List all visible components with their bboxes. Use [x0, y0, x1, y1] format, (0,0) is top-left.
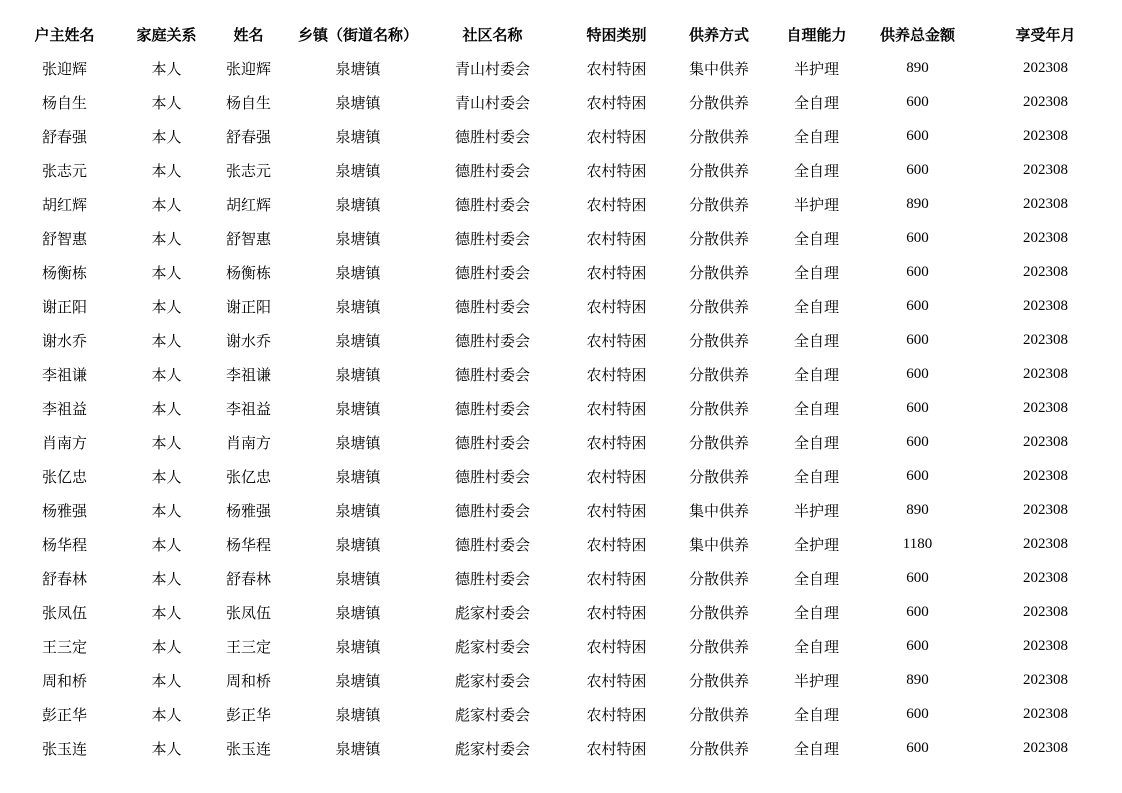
- table-cell: 泉塘镇: [335, 637, 381, 656]
- table-cell: 202308: [1023, 501, 1068, 518]
- table-cell: 分散供养: [688, 331, 749, 350]
- table-cell: 分散供养: [688, 365, 749, 384]
- table-cell: 600: [906, 637, 929, 654]
- table-cell: 600: [906, 399, 929, 416]
- table-cell: 分散供养: [688, 399, 749, 418]
- table-row: [0, 51, 1122, 85]
- table-cell: 德胜村委会: [454, 569, 530, 588]
- table-cell: 农村特困: [586, 331, 647, 350]
- table-cell: 泉塘镇: [335, 433, 381, 452]
- table-cell: 农村特困: [586, 671, 647, 690]
- table-cell: 202308: [1023, 467, 1068, 484]
- table-cell: 德胜村委会: [454, 263, 530, 282]
- table-cell: 202308: [1023, 229, 1068, 246]
- table-cell: 张凤伍: [225, 603, 271, 622]
- column-header: 自理能力: [786, 25, 847, 44]
- table-cell: 舒智惠: [41, 229, 87, 248]
- table-cell: 泉塘镇: [335, 161, 381, 180]
- table-cell: 本人: [151, 433, 182, 452]
- table-cell: 全自理: [793, 365, 839, 384]
- table-row: [0, 119, 1122, 153]
- table-cell: 全自理: [793, 263, 839, 282]
- table-row: [0, 629, 1122, 663]
- table-cell: 600: [906, 127, 929, 144]
- table-cell: 分散供养: [688, 297, 749, 316]
- table-cell: 本人: [151, 263, 182, 282]
- table-cell: 本人: [151, 229, 182, 248]
- table-row: [0, 289, 1122, 323]
- table-cell: 泉塘镇: [335, 705, 381, 724]
- table-cell: 农村特困: [586, 229, 647, 248]
- table-cell: 890: [906, 501, 929, 518]
- table-cell: 周和桥: [41, 671, 87, 690]
- table-cell: 202308: [1023, 739, 1068, 756]
- table-cell: 分散供养: [688, 127, 749, 146]
- table-cell: 202308: [1023, 671, 1068, 688]
- table-cell: 分散供养: [688, 637, 749, 656]
- table-cell: 农村特困: [586, 59, 647, 78]
- table-row: [0, 663, 1122, 697]
- table-cell: 谢正阳: [41, 297, 87, 316]
- table-cell: 德胜村委会: [454, 535, 530, 554]
- table-cell: 202308: [1023, 263, 1068, 280]
- table-cell: 600: [906, 433, 929, 450]
- table-cell: 青山村委会: [454, 59, 530, 78]
- table-cell: 德胜村委会: [454, 467, 530, 486]
- table-cell: 分散供养: [688, 569, 749, 588]
- table-cell: 杨雅强: [41, 501, 87, 520]
- table-cell: 全自理: [793, 399, 839, 418]
- table-cell: 本人: [151, 705, 182, 724]
- table-cell: 分散供养: [688, 603, 749, 622]
- table-cell: 舒春林: [41, 569, 87, 588]
- table-row: [0, 221, 1122, 255]
- table-cell: 农村特困: [586, 433, 647, 452]
- table-cell: 全自理: [793, 93, 839, 112]
- table-cell: 周和桥: [225, 671, 271, 690]
- table-cell: 600: [906, 365, 929, 382]
- table-cell: 张玉连: [41, 739, 87, 758]
- table-cell: 农村特困: [586, 569, 647, 588]
- table-cell: 王三定: [225, 637, 271, 656]
- table-cell: 全自理: [793, 161, 839, 180]
- table-cell: 杨自生: [41, 93, 87, 112]
- table-cell: 胡红辉: [41, 195, 87, 214]
- table-cell: 德胜村委会: [454, 365, 530, 384]
- table-cell: 农村特困: [586, 705, 647, 724]
- column-header: 享受年月: [1015, 25, 1076, 44]
- table-cell: 农村特困: [586, 501, 647, 520]
- column-header: 社区名称: [462, 25, 523, 44]
- table-cell: 600: [906, 739, 929, 756]
- table-cell: 分散供养: [688, 705, 749, 724]
- table-cell: 泉塘镇: [335, 671, 381, 690]
- table-cell: 泉塘镇: [335, 569, 381, 588]
- table-cell: 杨华程: [225, 535, 271, 554]
- table-cell: 泉塘镇: [335, 467, 381, 486]
- table-cell: 全护理: [793, 535, 839, 554]
- table-cell: 本人: [151, 161, 182, 180]
- table-cell: 202308: [1023, 705, 1068, 722]
- table-cell: 分散供养: [688, 433, 749, 452]
- header-row: [0, 17, 1122, 51]
- table-cell: 202308: [1023, 93, 1068, 110]
- table-cell: 彪家村委会: [454, 705, 530, 724]
- table-cell: 肖南方: [225, 433, 271, 452]
- table-cell: 德胜村委会: [454, 297, 530, 316]
- column-header: 特困类别: [586, 25, 647, 44]
- table-cell: 分散供养: [688, 93, 749, 112]
- table-body: [0, 51, 1122, 765]
- table-cell: 全自理: [793, 569, 839, 588]
- table-cell: 分散供养: [688, 467, 749, 486]
- table-cell: 本人: [151, 535, 182, 554]
- table-cell: 泉塘镇: [335, 297, 381, 316]
- table-cell: 202308: [1023, 195, 1068, 212]
- table-cell: 集中供养: [688, 535, 749, 554]
- table-cell: 202308: [1023, 297, 1068, 314]
- table-cell: 202308: [1023, 365, 1068, 382]
- table-cell: 李祖益: [41, 399, 87, 418]
- table-cell: 泉塘镇: [335, 739, 381, 758]
- table-cell: 600: [906, 467, 929, 484]
- table-cell: 泉塘镇: [335, 229, 381, 248]
- table-header: [0, 17, 1122, 51]
- table-cell: 农村特困: [586, 263, 647, 282]
- table-cell: 全自理: [793, 603, 839, 622]
- table-cell: 德胜村委会: [454, 195, 530, 214]
- table-cell: 张志元: [41, 161, 87, 180]
- table-cell: 全自理: [793, 433, 839, 452]
- table-cell: 泉塘镇: [335, 399, 381, 418]
- table-cell: 谢正阳: [225, 297, 271, 316]
- table-cell: 张玉连: [225, 739, 271, 758]
- table-cell: 202308: [1023, 331, 1068, 348]
- table-cell: 890: [906, 195, 929, 212]
- table-cell: 半护理: [793, 195, 839, 214]
- table-cell: 谢水乔: [41, 331, 87, 350]
- table-cell: 全自理: [793, 467, 839, 486]
- table-cell: 本人: [151, 501, 182, 520]
- table-cell: 彭正华: [41, 705, 87, 724]
- table-cell: 泉塘镇: [335, 603, 381, 622]
- table-cell: 德胜村委会: [454, 229, 530, 248]
- table-row: [0, 697, 1122, 731]
- table-cell: 600: [906, 263, 929, 280]
- table-row: [0, 187, 1122, 221]
- table-cell: 泉塘镇: [335, 331, 381, 350]
- table-cell: 半护理: [793, 59, 839, 78]
- table-cell: 890: [906, 59, 929, 76]
- table-cell: 泉塘镇: [335, 263, 381, 282]
- table-cell: 分散供养: [688, 161, 749, 180]
- table-cell: 彪家村委会: [454, 739, 530, 758]
- table-cell: 舒春强: [41, 127, 87, 146]
- table-row: [0, 85, 1122, 119]
- table-cell: 600: [906, 161, 929, 178]
- table-cell: 202308: [1023, 59, 1068, 76]
- table-cell: 张凤伍: [41, 603, 87, 622]
- table-cell: 分散供养: [688, 263, 749, 282]
- table-cell: 德胜村委会: [454, 127, 530, 146]
- table-cell: 彪家村委会: [454, 603, 530, 622]
- table-cell: 全自理: [793, 297, 839, 316]
- table-cell: 彪家村委会: [454, 637, 530, 656]
- table-cell: 农村特困: [586, 195, 647, 214]
- table-cell: 王三定: [41, 637, 87, 656]
- table-cell: 农村特困: [586, 467, 647, 486]
- table-cell: 农村特困: [586, 161, 647, 180]
- column-header: 乡镇（街道名称）: [297, 25, 418, 44]
- table-cell: 1180: [902, 535, 933, 552]
- table-cell: 本人: [151, 365, 182, 384]
- table-cell: 600: [906, 331, 929, 348]
- table-cell: 半护理: [793, 501, 839, 520]
- table-cell: 杨雅强: [225, 501, 271, 520]
- table-row: [0, 357, 1122, 391]
- table-cell: 分散供养: [688, 739, 749, 758]
- table-cell: 半护理: [793, 671, 839, 690]
- table-cell: 农村特困: [586, 535, 647, 554]
- table-cell: 本人: [151, 127, 182, 146]
- table-cell: 杨衡栋: [225, 263, 271, 282]
- table-cell: 202308: [1023, 535, 1068, 552]
- table-cell: 德胜村委会: [454, 161, 530, 180]
- table-cell: 泉塘镇: [335, 365, 381, 384]
- column-header: 供养方式: [688, 25, 749, 44]
- table-cell: 泉塘镇: [335, 535, 381, 554]
- table-cell: 全自理: [793, 331, 839, 350]
- table-cell: 分散供养: [688, 229, 749, 248]
- table-row: [0, 527, 1122, 561]
- table-cell: 泉塘镇: [335, 127, 381, 146]
- table-row: [0, 425, 1122, 459]
- table-cell: 本人: [151, 739, 182, 758]
- table-cell: 农村特困: [586, 297, 647, 316]
- table-cell: 张迎辉: [41, 59, 87, 78]
- table-cell: 德胜村委会: [454, 433, 530, 452]
- table-cell: 600: [906, 297, 929, 314]
- table-cell: 农村特困: [586, 127, 647, 146]
- table-cell: 600: [906, 569, 929, 586]
- table-cell: 本人: [151, 467, 182, 486]
- column-header: 姓名: [233, 25, 264, 44]
- table-cell: 德胜村委会: [454, 501, 530, 520]
- table-cell: 全自理: [793, 229, 839, 248]
- table-cell: 胡红辉: [225, 195, 271, 214]
- table-cell: 农村特困: [586, 365, 647, 384]
- table-row: [0, 459, 1122, 493]
- table-cell: 杨衡栋: [41, 263, 87, 282]
- table-cell: 本人: [151, 399, 182, 418]
- table-cell: 全自理: [793, 705, 839, 724]
- table-cell: 谢水乔: [225, 331, 271, 350]
- table-cell: 泉塘镇: [335, 93, 381, 112]
- table-cell: 农村特困: [586, 603, 647, 622]
- table-cell: 舒智惠: [225, 229, 271, 248]
- table-cell: 本人: [151, 331, 182, 350]
- table-cell: 全自理: [793, 637, 839, 656]
- table-cell: 张亿忠: [225, 467, 271, 486]
- table-cell: 农村特困: [586, 399, 647, 418]
- column-header: 户主姓名: [34, 25, 95, 44]
- table-cell: 泉塘镇: [335, 59, 381, 78]
- table-cell: 600: [906, 93, 929, 110]
- table-cell: 杨华程: [41, 535, 87, 554]
- table-cell: 舒春强: [225, 127, 271, 146]
- table-row: [0, 731, 1122, 765]
- table-row: [0, 255, 1122, 289]
- table-cell: 本人: [151, 59, 182, 78]
- table-cell: 全自理: [793, 739, 839, 758]
- table-cell: 青山村委会: [454, 93, 530, 112]
- table-cell: 农村特困: [586, 637, 647, 656]
- table-cell: 本人: [151, 569, 182, 588]
- table-row: [0, 153, 1122, 187]
- table-cell: 泉塘镇: [335, 195, 381, 214]
- table-cell: 农村特困: [586, 93, 647, 112]
- table-cell: 张迎辉: [225, 59, 271, 78]
- table-cell: 本人: [151, 603, 182, 622]
- table-cell: 202308: [1023, 433, 1068, 450]
- table-cell: 肖南方: [41, 433, 87, 452]
- table-cell: 杨自生: [225, 93, 271, 112]
- table-cell: 泉塘镇: [335, 501, 381, 520]
- recipient-table: [0, 17, 1122, 765]
- table-row: [0, 323, 1122, 357]
- table-cell: 分散供养: [688, 671, 749, 690]
- table-row: [0, 561, 1122, 595]
- table-cell: 李祖谦: [41, 365, 87, 384]
- table-cell: 600: [906, 603, 929, 620]
- table-cell: 本人: [151, 637, 182, 656]
- table-cell: 德胜村委会: [454, 331, 530, 350]
- table-cell: 集中供养: [688, 59, 749, 78]
- table-cell: 李祖益: [225, 399, 271, 418]
- table-cell: 600: [906, 705, 929, 722]
- table-cell: 张志元: [225, 161, 271, 180]
- table-cell: 彭正华: [225, 705, 271, 724]
- table-cell: 本人: [151, 297, 182, 316]
- table-cell: 德胜村委会: [454, 399, 530, 418]
- table-cell: 600: [906, 229, 929, 246]
- table-cell: 202308: [1023, 127, 1068, 144]
- column-header: 家庭关系: [136, 25, 197, 44]
- table-cell: 集中供养: [688, 501, 749, 520]
- table-row: [0, 595, 1122, 629]
- column-header: 供养总金额: [879, 25, 955, 44]
- table-cell: 彪家村委会: [454, 671, 530, 690]
- table-cell: 202308: [1023, 569, 1068, 586]
- table-cell: 202308: [1023, 399, 1068, 416]
- table-cell: 890: [906, 671, 929, 688]
- table-cell: 舒春林: [225, 569, 271, 588]
- table-cell: 农村特困: [586, 739, 647, 758]
- table-cell: 本人: [151, 671, 182, 690]
- table-cell: 全自理: [793, 127, 839, 146]
- table-row: [0, 391, 1122, 425]
- table-cell: 分散供养: [688, 195, 749, 214]
- table-row: [0, 493, 1122, 527]
- table-cell: 202308: [1023, 603, 1068, 620]
- table-cell: 202308: [1023, 161, 1068, 178]
- table-cell: 本人: [151, 93, 182, 112]
- table-cell: 张亿忠: [41, 467, 87, 486]
- table-cell: 李祖谦: [225, 365, 271, 384]
- table-cell: 202308: [1023, 637, 1068, 654]
- table-cell: 本人: [151, 195, 182, 214]
